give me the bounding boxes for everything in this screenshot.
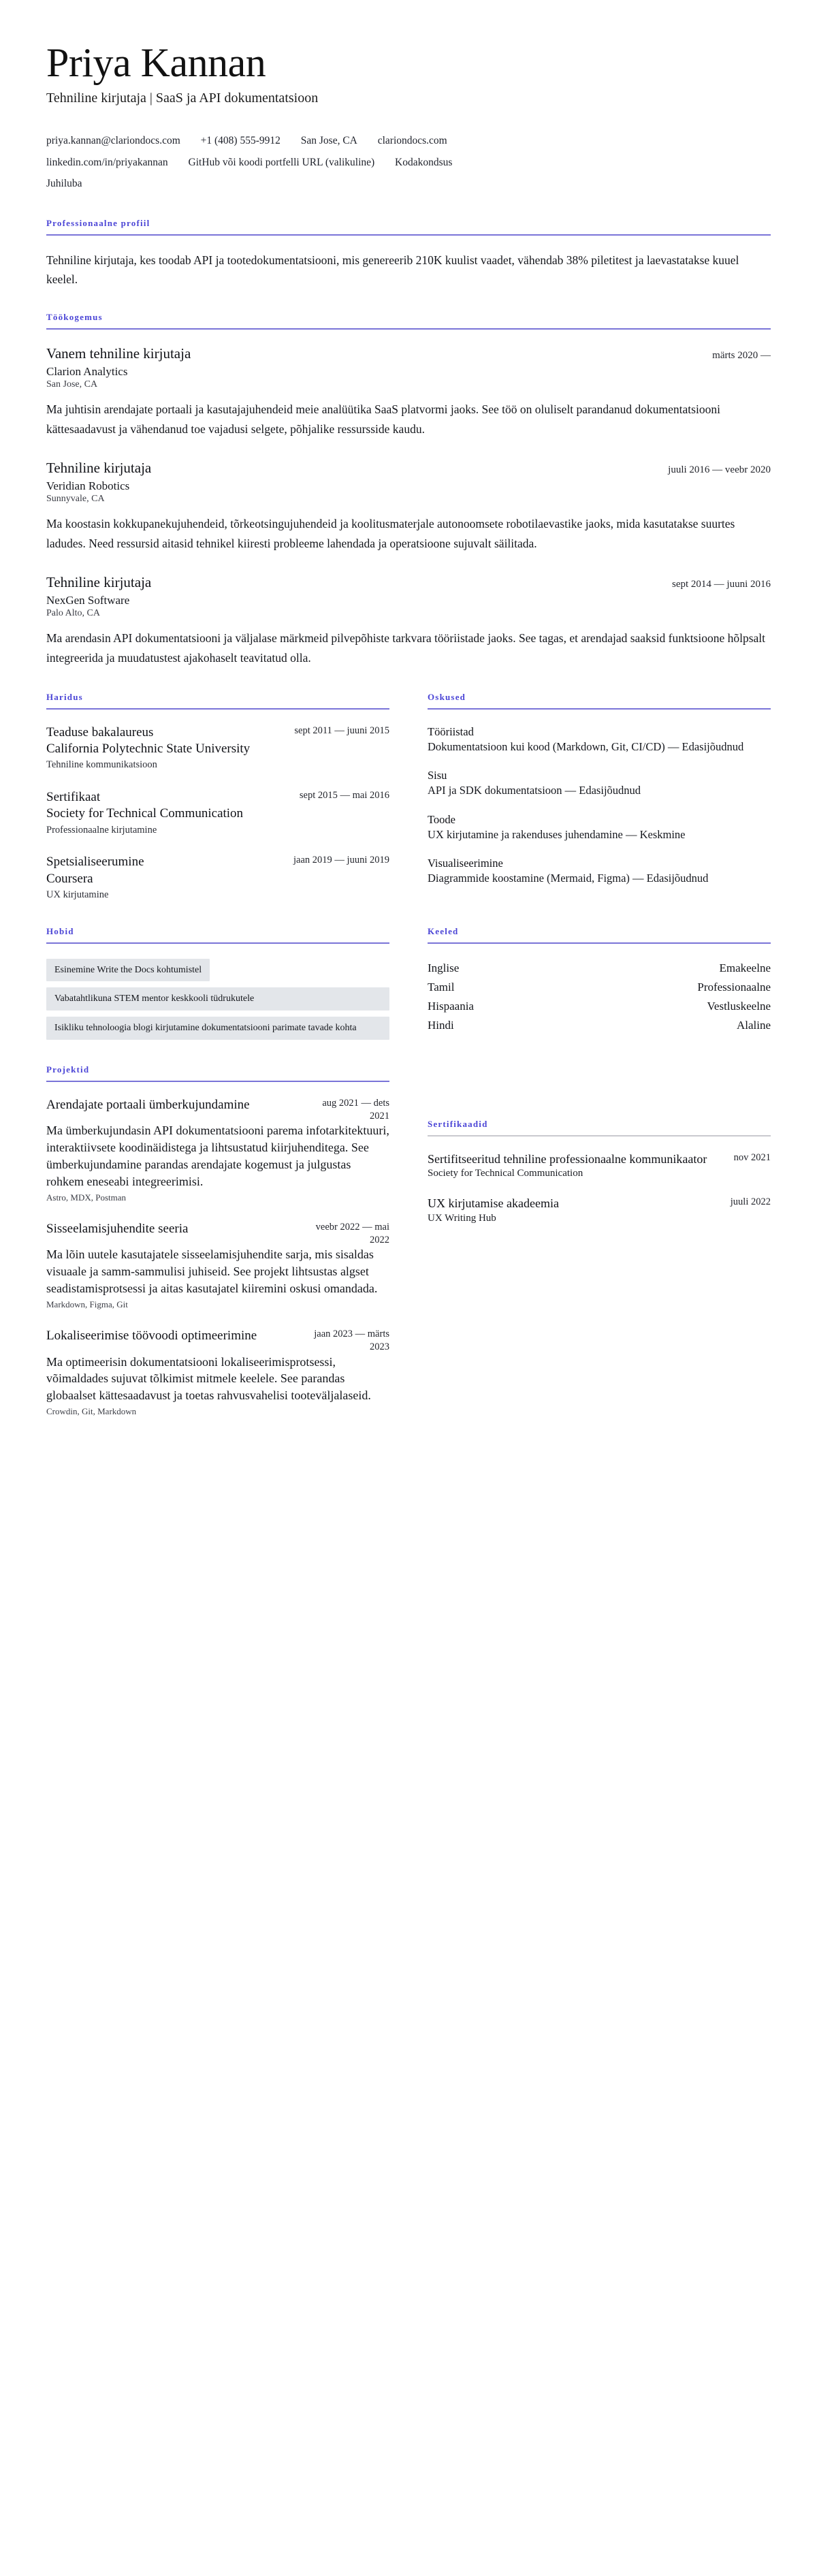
language-row xyxy=(428,1016,771,1035)
section-title-hobbies: Hobid xyxy=(46,925,74,936)
section-title-profile: Professionaalne profiil xyxy=(46,218,150,229)
section-title-certifications: Sertifikaadid xyxy=(428,1119,488,1130)
experience-role: Vanem tehniline kirjutaja xyxy=(46,345,191,362)
resume-header xyxy=(46,41,771,195)
education-degree: Teaduse bakalaureus xyxy=(46,725,154,740)
experience-role: Tehniline kirjutaja xyxy=(46,459,152,476)
experience-item xyxy=(46,345,771,439)
section-title-projects: Projektid xyxy=(46,1064,90,1075)
education-item xyxy=(46,854,389,901)
section-divider xyxy=(46,328,771,330)
education-skills-columns xyxy=(46,692,771,902)
project-item xyxy=(46,1097,389,1203)
language-level: Alaline xyxy=(736,1018,771,1032)
education-school: Society for Technical Communication xyxy=(46,806,244,821)
skill-detail: UX kirjutamine ja rakenduses juhendamine — Keskmine xyxy=(428,827,686,841)
hobby-chip: Vabatahtlikuna STEM mentor keskkooli tüdrukutele xyxy=(46,987,389,1011)
project-date: jaan 2023 — märts 2023 xyxy=(314,1328,389,1352)
section-divider xyxy=(46,708,389,710)
section-hobbies xyxy=(46,926,389,1040)
language-name: Hindi xyxy=(428,1018,454,1032)
language-row xyxy=(428,959,771,978)
contact-location: San Jose, CA xyxy=(300,134,357,146)
contact-phone[interactable]: +1 (408) 555-9912 xyxy=(200,134,281,146)
education-field: Professionaalne kirjutamine xyxy=(46,824,157,836)
experience-organization: NexGen Software xyxy=(46,594,130,607)
project-description: Ma ümberkujundasin API dokumentatsiooni parema infotarkitektuuri, interaktiivsete koodinäidistega ja lihtsustatud kiirjuhenditega. See ümberkujundamine parandas arendajate kogemust ja julgustas rohkem eneseabi integreerimisi. xyxy=(46,1124,389,1188)
experience-organization: Veridian Robotics xyxy=(46,479,130,493)
project-name: Lokaliseerimise töövoodi optimeerimine xyxy=(46,1328,257,1343)
right-column xyxy=(428,692,771,887)
experience-summary: Ma juhtisin arendajate portaali ja kasutajajuhendeid meie analüütika SaaS platvormi jaoks. See töö on oluliselt parandanud dokumentatsiooni kättesaadavust ja vähendanud toe vajadusi selgete, põhjalike ressursside kaudu. xyxy=(46,402,720,436)
contact-info xyxy=(46,130,727,195)
skill-detail: Dokumentatsioon kui kood (Markdown, Git, CI/CD) — Edasijõudnud xyxy=(428,740,744,753)
right-column xyxy=(428,1064,771,1224)
section-divider xyxy=(46,942,389,944)
section-title-languages: Keeled xyxy=(428,925,459,936)
skill-item xyxy=(428,812,771,843)
language-name: Inglise xyxy=(428,961,460,974)
project-tech: Astro, MDX, Postman xyxy=(46,1192,127,1203)
certification-date: nov 2021 xyxy=(733,1151,771,1163)
hobby-chip: Isikliku tehnoloogia blogi kirjutamine dokumentatsiooni parimate tavade kohta xyxy=(46,1017,389,1040)
education-item xyxy=(46,725,389,772)
language-level: Professionaalne xyxy=(697,980,771,993)
experience-organization: Clarion Analytics xyxy=(46,365,128,379)
right-column xyxy=(428,926,771,1035)
skill-category: Toode xyxy=(428,812,456,826)
contact-website[interactable]: clariondocs.com xyxy=(377,134,447,146)
education-date: sept 2015 — mai 2016 xyxy=(299,789,389,801)
project-tech: Crowdin, Git, Markdown xyxy=(46,1406,137,1417)
section-title-skills: Oskused xyxy=(428,691,466,702)
section-divider xyxy=(46,234,771,236)
section-profile xyxy=(46,218,771,289)
left-column xyxy=(46,692,389,902)
skill-category: Sisu xyxy=(428,769,447,782)
skill-detail: API ja SDK dokumentatsioon — Edasijõudnud xyxy=(428,784,641,797)
section-title-experience: Töökogemus xyxy=(46,312,103,323)
education-field: UX kirjutamine xyxy=(46,889,109,901)
contact-email[interactable]: priya.kannan@clariondocs.com xyxy=(46,134,180,146)
language-row xyxy=(428,997,771,1016)
project-item xyxy=(46,1328,389,1417)
contact-driving-licence: Juhiluba xyxy=(46,178,82,190)
certification-issuer: UX Writing Hub xyxy=(428,1213,496,1224)
certification-item xyxy=(428,1196,771,1224)
project-tech: Markdown, Figma, Git xyxy=(46,1299,128,1309)
certification-item xyxy=(428,1151,771,1180)
skill-category: Visualiseerimine xyxy=(428,857,503,870)
left-column xyxy=(46,926,389,1040)
section-divider xyxy=(428,942,771,944)
language-level: Vestluskeelne xyxy=(707,999,771,1013)
project-item xyxy=(46,1221,389,1310)
section-title-education: Haridus xyxy=(46,691,83,702)
section-projects xyxy=(46,1064,389,1417)
experience-date: märts 2020 — xyxy=(712,349,771,361)
education-field: Tehniline kommunikatsioon xyxy=(46,759,157,771)
language-name: Tamil xyxy=(428,980,455,993)
experience-location: San Jose, CA xyxy=(46,379,98,390)
contact-linkedin[interactable]: linkedin.com/in/priyakannan xyxy=(46,156,168,168)
certification-issuer: Society for Technical Communication xyxy=(428,1168,583,1179)
skill-detail: Diagrammide koostamine (Mermaid, Figma) — Edasijõudnud xyxy=(428,872,709,885)
education-degree: Sertifikaat xyxy=(46,789,101,804)
experience-role: Tehniline kirjutaja xyxy=(46,573,152,590)
section-divider xyxy=(46,1081,389,1082)
experience-date: sept 2014 — juuni 2016 xyxy=(672,578,771,590)
experience-summary: Ma arendasin API dokumentatsiooni ja väljalase märkmeid pilvepõhiste tarkvara tööriistade jaoks. See tagas, et arendajad saaksid funktsioone hõlpsalt integreerida ja muudatustest ajakohaselt teavitatud olla. xyxy=(46,631,766,665)
project-date: aug 2021 — dets 2021 xyxy=(322,1097,389,1122)
education-degree: Spetsialiseerumine xyxy=(46,855,144,870)
language-level: Emakeelne xyxy=(719,961,771,974)
experience-item xyxy=(46,573,771,667)
skill-item xyxy=(428,856,771,887)
project-date: veebr 2022 — mai 2022 xyxy=(315,1221,389,1245)
hobby-chip: Esinemine Write the Docs kohtumistel xyxy=(46,959,210,982)
experience-location: Palo Alto, CA xyxy=(46,608,100,619)
project-name: Sisseelamisjuhendite seeria xyxy=(46,1221,189,1236)
education-school: Coursera xyxy=(46,871,93,886)
skill-item xyxy=(428,725,771,755)
section-education xyxy=(46,692,389,902)
section-certifications xyxy=(428,1119,771,1224)
experience-location: Sunnyvale, CA xyxy=(46,494,105,505)
hobbies-languages-columns xyxy=(46,926,771,1040)
section-skills xyxy=(428,692,771,887)
contact-citizenship: Kodakondsus xyxy=(395,156,453,168)
certification-name: UX kirjutamise akadeemia xyxy=(428,1196,559,1211)
skill-category: Tööriistad xyxy=(428,725,474,738)
candidate-name: Priya Kannan xyxy=(46,40,266,85)
project-name: Arendajate portaali ümberkujundamine xyxy=(46,1097,250,1112)
section-divider xyxy=(428,708,771,710)
left-column xyxy=(46,1064,389,1417)
section-divider xyxy=(428,1135,771,1136)
section-experience xyxy=(46,312,771,667)
project-description: Ma optimeerisin dokumentatsiooni lokaliseerimisprotsessi, võimaldades sujuvat tõlkimist mitmele keelele. See parandas globaalset kättesaadavust ja toetas rahvusvahelisi tooteväljalaseid. xyxy=(46,1354,371,1403)
profile-text: Tehniline kirjutaja, kes toodab API ja tootedokumentatsiooni, mis genereerib 210K kuulist vaadet, vähendab 38% piletitest ja laevastatakse kuuel keelel. xyxy=(46,253,739,287)
contact-github[interactable]: GitHub või koodi portfelli URL (valikuline) xyxy=(188,156,375,168)
experience-item xyxy=(46,459,771,553)
language-name: Hispaania xyxy=(428,999,474,1013)
section-languages xyxy=(428,926,771,1035)
education-school: California Polytechnic State University xyxy=(46,741,251,756)
language-row xyxy=(428,978,771,997)
project-description: Ma lõin uutele kasutajatele sisseelamisjuhendite sarja, mis sisaldas visuaale ja samm-sammulisi juhiseid. See projekt lihtsustas algset seadistamisprotsessi ja aitas kasutajatel kiiremini oskusi omandada. xyxy=(46,1247,378,1296)
education-item xyxy=(46,789,389,836)
candidate-headline: Tehniline kirjutaja | SaaS ja API dokumentatsioon xyxy=(46,90,319,106)
education-date: jaan 2019 — juuni 2019 xyxy=(293,855,389,866)
certification-date: juuli 2022 xyxy=(730,1196,771,1208)
experience-date: juuli 2016 — veebr 2020 xyxy=(668,464,771,475)
education-date: sept 2011 — juuni 2015 xyxy=(294,725,389,736)
certification-name: Sertifitseeritud tehniline professionaalne kommunikaator xyxy=(428,1151,707,1166)
projects-certifications-columns xyxy=(46,1064,771,1417)
experience-summary: Ma koostasin kokkupanekujuhendeid, tõrkeotsingujuhendeid ja koolitusmaterjale autonoomsete robotilaevastike jaoks, mida kasutatakse suurtes ladudes. Need ressursid aitasid tehnikel kiiresti probleeme lahendada ja operatsioone sujuvalt säilitada. xyxy=(46,517,735,550)
skill-item xyxy=(428,768,771,799)
